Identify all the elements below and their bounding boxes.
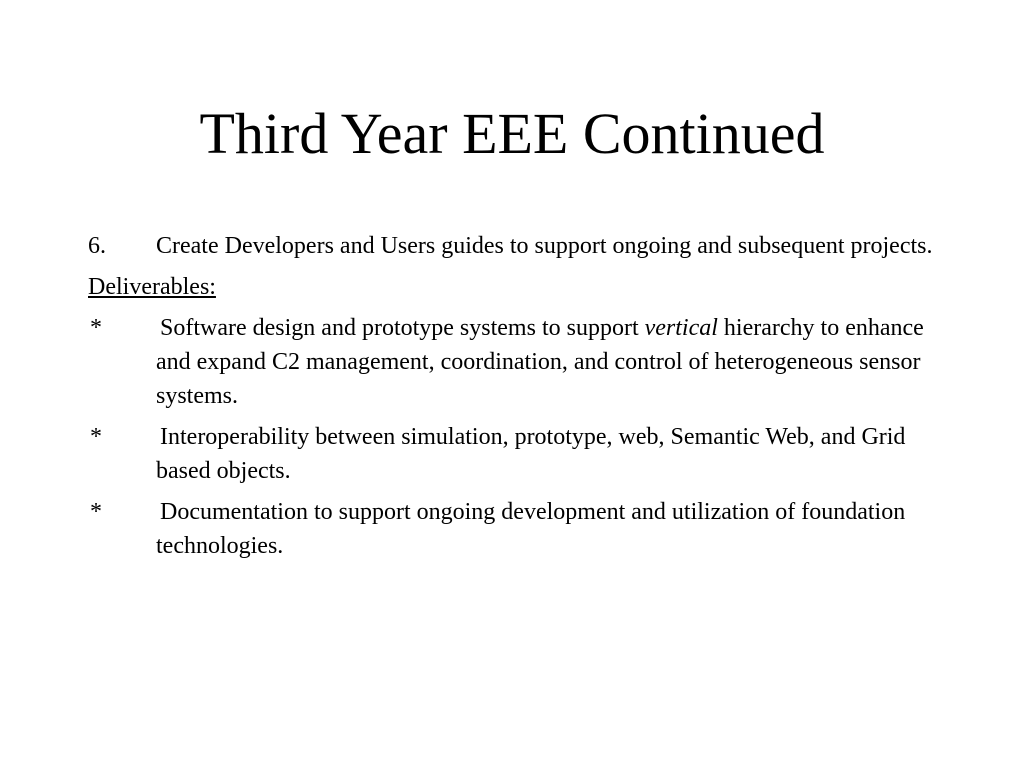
- list-number: 6.: [88, 233, 106, 259]
- deliverable-text: Interoperability between simulation, prototype, web, Semantic Web, and Grid based objects.: [156, 424, 906, 484]
- deliverable-item: [88, 495, 958, 563]
- deliverable-emphasis: vertical: [644, 315, 718, 341]
- deliverable-text: Documentation to support ongoing development and utilization of foundation technologies.: [156, 499, 906, 559]
- deliverable-item: [88, 311, 958, 413]
- list-item-text: Create Developers and Users guides to support ongoing and subsequent projects.: [156, 233, 933, 259]
- bullet-marker: *: [90, 424, 102, 450]
- list-item-6: [88, 229, 958, 263]
- bullet-marker: *: [90, 315, 102, 341]
- slide-title: Third Year EEE Continued: [199, 101, 825, 166]
- deliverables-heading: Deliverables:: [88, 274, 216, 300]
- deliverable-text-end: hierarchy to enhance and expand C2 management, coordination, and control of heterogeneous sensor systems.: [156, 315, 924, 409]
- deliverable-text-start: Software design and prototype systems to support: [160, 315, 645, 341]
- slide-body: [88, 229, 958, 570]
- deliverable-item: [88, 420, 958, 488]
- bullet-marker: *: [90, 499, 102, 525]
